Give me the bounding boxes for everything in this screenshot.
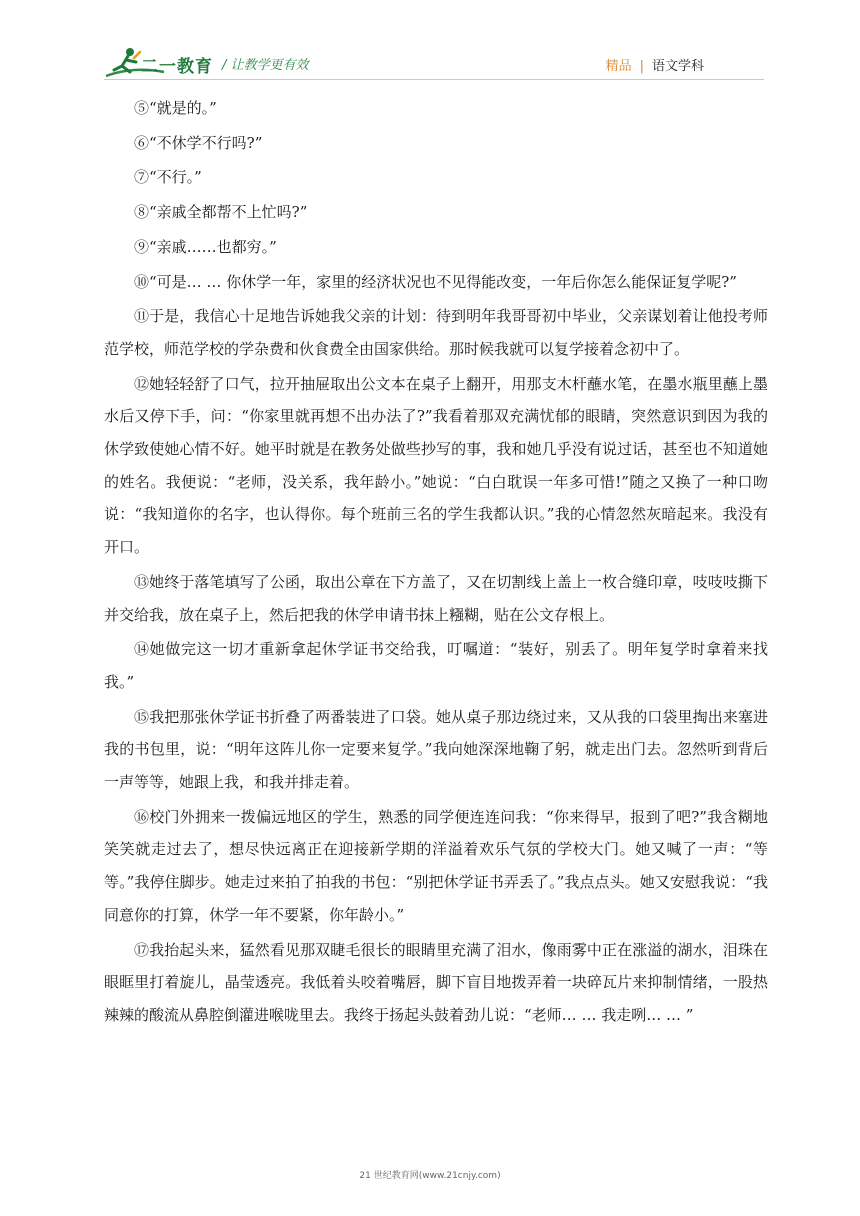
header-slogan: / 让教学更有效: [222, 58, 309, 73]
paragraph-8: ⑧“亲戚全都帮不上忙吗?”: [134, 203, 308, 222]
paragraph-17: ⑰我抬起头来，猛然看见那双睫毛很长的眼睛里充满了泪水，像雨雾中正在涨溢的湖水，泪珠在眼眶里打着旋儿，晶莹透亮。我低着头咬着嘴唇，脚下盲目地拨弄着一块碎瓦片来抑制情绪，一股热辣辣的酸流从鼻腔倒灌进喉咙里去。我终于扬起头鼓着劲儿说：“老师… … 我走咧… … ”: [104, 940, 768, 1024]
paragraph-16: ⑯校门外拥来一拨偏远地区的学生，熟悉的同学便连连问我：“你来得早，报到了吧?”我含糊地笑笑就走过去了，想尽快远离正在迎接新学期的洋溢着欢乐气氛的学校大门。她又喊了一声：“等等。”我停住脚步。她走过来拍了拍我的书包：“别把休学证书弄丢了。”我点点头。她又安慰我说：“我同意你的打算，休学一年不要紧，你年龄小。”: [104, 807, 768, 924]
paragraph-14: ⑭她做完这一切才重新拿起休学证书交给我，叮嘱道：“装好，别丢了。明年复学时拿着来找我。”: [104, 640, 768, 691]
page-header: [0, 0, 860, 86]
paragraph-15: ⑮我把那张休学证书折叠了两番装进了口袋。她从桌子那边绕过来，又从我的口袋里掏出来塞进我的书包里，说：“明年这阵儿你一定要来复学。”我向她深深地鞠了躬，就走出门去。忽然听到背后一声等等，她跟上我，和我并排走着。: [104, 707, 768, 792]
paragraph-7: ⑦“不行。”: [134, 168, 202, 187]
paragraph-6: ⑥“不休学不行吗?”: [134, 133, 263, 152]
subject-label: 语文学科: [651, 59, 704, 74]
logo-text: 二一教育: [141, 57, 213, 77]
paragraph-5: ⑤“就是的。”: [134, 99, 217, 117]
paragraph-9: ⑨“亲戚……也都穷。”: [134, 237, 277, 256]
article-body: [104, 92, 768, 1034]
paragraph-11: ⑪于是，我信心十足地告诉她我父亲的计划：待到明年我哥哥初中毕业，父亲谋划着让他投考师范学校，师范学校的学杂费和伙食费全由国家供给。那时候我就可以复学接着念初中了。: [104, 307, 768, 358]
paragraph-13: ⑬她终于落笔填写了公函，取出公章在下方盖了，又在切割线上盖上一枚合缝印章，吱吱吱撕下并交给我，放在桌子上，然后把我的休学申请书抹上糨糊，贴在公文存根上。: [104, 572, 768, 624]
brand-label: 精品: [605, 59, 632, 74]
header-divider: [104, 79, 764, 80]
header-separator: |: [639, 59, 644, 74]
paragraph-12: ⑫她轻轻舒了口气，拉开抽屉取出公文本在桌子上翻开，用那支木杆蘸水笔，在墨水瓶里蘸上墨水后又停下手，问：“你家里就再想不出办法了?”我看着那双充满忧郁的眼睛，突然意识到因为我的休学致使她心情不好。她平时就是在教务处做些抄写的事，我和她几乎没有说过话，甚至也不知道她的姓名。我便说：“老师，没关系，我年龄小。”她说：“白白耽误一年多可惜!”随之又换了一种口吻说：“我知道你的名字，也认得你。每个班前三名的学生我都认识。”我的心情忽然灰暗起来。我没有开口。: [104, 374, 768, 557]
paragraph-10: ⑩“可是… … 你休学一年，家里的经济状况也不见得能改变，一年后你怎么能保证复学呢?”: [134, 272, 737, 291]
page-footer: 21 世纪教育网(www.21cnjy.com): [359, 1171, 501, 1181]
header-right: [606, 55, 704, 74]
